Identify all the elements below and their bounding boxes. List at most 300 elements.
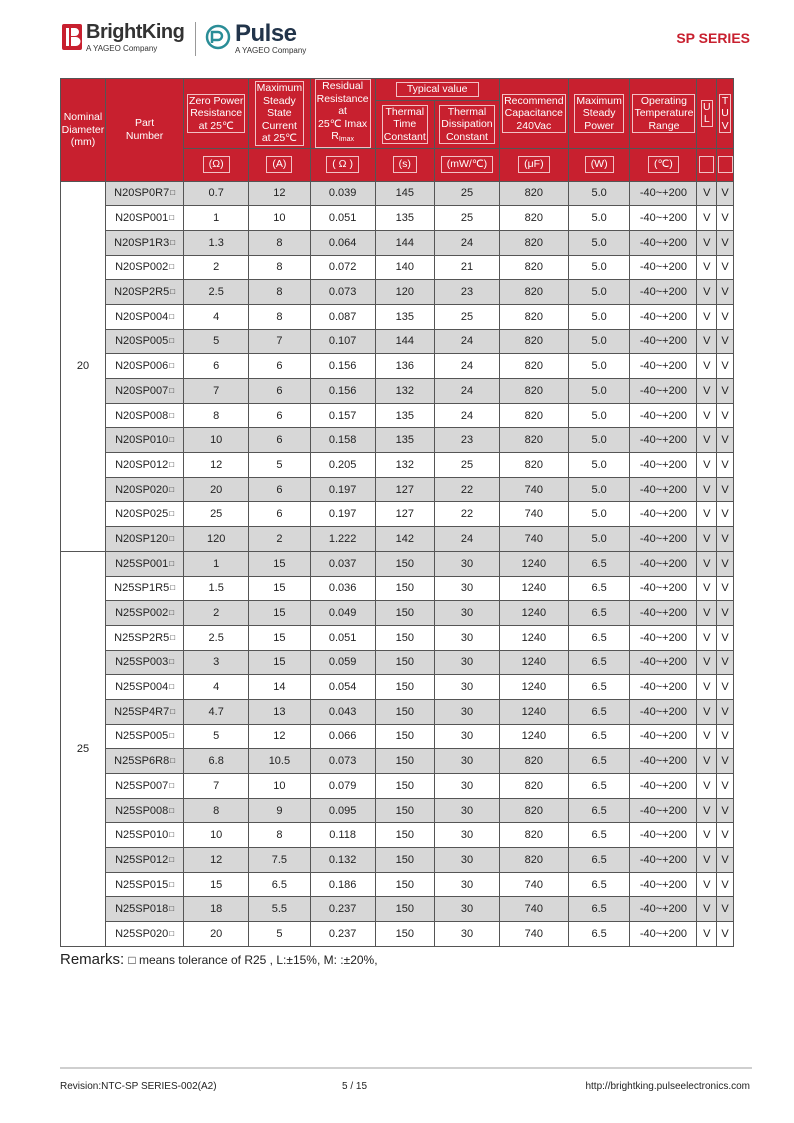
tuv-cell: V: [717, 181, 734, 206]
ul-cell: V: [697, 699, 717, 724]
part-number-cell: [105, 206, 183, 231]
zero-power-resistance-cell: 2.5: [184, 625, 249, 650]
unit-cell: ( Ω ): [310, 148, 375, 181]
part-number-text: N20SP010: [115, 434, 169, 447]
zero-power-resistance-cell: 7: [184, 774, 249, 799]
tuv-cell: V: [717, 922, 734, 947]
residual-resistance-cell: 0.132: [310, 848, 375, 873]
max-current-cell: 14: [249, 675, 311, 700]
unit-cell: (℃): [630, 148, 697, 181]
max-power-cell: 6.5: [568, 897, 630, 922]
table-row: [61, 304, 734, 329]
operating-temp-cell: -40~+200: [630, 848, 697, 873]
header-residual-resistance: Residual Resistance at 25℃ Imax $R_{Imax}$: [310, 79, 375, 149]
thermal-time-cell: 145: [375, 181, 435, 206]
tolerance-symbol: □: [169, 928, 175, 938]
table-row: [61, 477, 734, 502]
max-current-cell: 10: [249, 206, 311, 231]
max-power-cell: 6.5: [568, 576, 630, 601]
tolerance-symbol: □: [169, 830, 175, 840]
max-current-cell: 15: [249, 551, 311, 576]
zero-power-resistance-cell: 20: [184, 922, 249, 947]
part-number-cell: [105, 354, 183, 379]
thermal-time-cell: 150: [375, 848, 435, 873]
capacitance-cell: 820: [499, 403, 568, 428]
part-number-text: N20SP012: [115, 458, 169, 471]
ul-cell: V: [697, 724, 717, 749]
zero-power-resistance-cell: 2.5: [184, 280, 249, 305]
thermal-time-cell: 150: [375, 625, 435, 650]
part-number-text: N20SP002: [115, 261, 169, 274]
zero-power-resistance-cell: 2: [184, 255, 249, 280]
part-number-cell: [105, 428, 183, 453]
zero-power-resistance-cell: 7: [184, 379, 249, 404]
thermal-time-cell: 135: [375, 206, 435, 231]
part-number-text: N20SP007: [115, 384, 169, 397]
table-header-row: [61, 79, 734, 101]
part-number-text: N20SP1R3: [114, 236, 170, 249]
max-current-cell: 6: [249, 477, 311, 502]
max-power-cell: 6.5: [568, 872, 630, 897]
operating-temp-cell: -40~+200: [630, 379, 697, 404]
part-number-cell: [105, 576, 183, 601]
unit-cell: (mW/℃): [435, 148, 500, 181]
table-row: [61, 329, 734, 354]
part-number-text: N20SP001: [115, 212, 169, 225]
thermal-dissipation-cell: 30: [435, 749, 500, 774]
table-row: [61, 403, 734, 428]
thermal-time-cell: 140: [375, 255, 435, 280]
logo-divider: [195, 22, 196, 56]
ul-cell: V: [697, 551, 717, 576]
thermal-time-cell: 150: [375, 576, 435, 601]
residual-resistance-cell: 0.051: [310, 206, 375, 231]
diameter-cell: 20: [61, 181, 106, 551]
remarks-text: □ means tolerance of R25 , L:±15%, M: :±20%,: [128, 953, 378, 967]
residual-resistance-cell: 0.118: [310, 823, 375, 848]
operating-temp-cell: -40~+200: [630, 280, 697, 305]
tolerance-symbol: □: [169, 459, 175, 469]
thermal-dissipation-cell: 25: [435, 304, 500, 329]
zero-power-resistance-cell: 1: [184, 551, 249, 576]
header-thermal-dissipation-constant: Thermal Dissipation Constant: [435, 101, 500, 148]
thermal-time-cell: 150: [375, 749, 435, 774]
ul-cell: V: [697, 206, 717, 231]
operating-temp-cell: -40~+200: [630, 650, 697, 675]
capacitance-cell: 1240: [499, 551, 568, 576]
tuv-cell: V: [717, 502, 734, 527]
max-current-cell: 6: [249, 379, 311, 404]
part-number-text: N25SP015: [115, 878, 169, 891]
ul-cell: V: [697, 181, 717, 206]
tolerance-symbol: □: [169, 385, 175, 395]
tuv-cell: V: [717, 848, 734, 873]
diameter-cell: 25: [61, 551, 106, 946]
thermal-time-cell: 150: [375, 675, 435, 700]
tuv-cell: V: [717, 477, 734, 502]
max-power-cell: 6.5: [568, 798, 630, 823]
part-number-text: N25SP012: [115, 853, 169, 866]
part-number-text: N25SP004: [115, 681, 169, 694]
part-number-cell: [105, 749, 183, 774]
tuv-cell: V: [717, 280, 734, 305]
zero-power-resistance-cell: 12: [184, 453, 249, 478]
capacitance-cell: 820: [499, 230, 568, 255]
max-power-cell: 6.5: [568, 724, 630, 749]
capacitance-cell: 820: [499, 774, 568, 799]
part-number-cell: [105, 774, 183, 799]
max-power-cell: 6.5: [568, 749, 630, 774]
max-power-cell: 5.0: [568, 502, 630, 527]
operating-temp-cell: -40~+200: [630, 403, 697, 428]
max-power-cell: 5.0: [568, 255, 630, 280]
zero-power-resistance-cell: 20: [184, 477, 249, 502]
tolerance-symbol: □: [169, 361, 175, 371]
part-number-cell: [105, 502, 183, 527]
max-power-cell: 6.5: [568, 823, 630, 848]
residual-resistance-cell: 0.072: [310, 255, 375, 280]
max-current-cell: 7.5: [249, 848, 311, 873]
capacitance-cell: 820: [499, 329, 568, 354]
part-number-text: N20SP0R7: [114, 187, 170, 200]
tolerance-symbol: □: [169, 558, 175, 568]
residual-resistance-cell: 1.222: [310, 527, 375, 552]
table-row: [61, 601, 734, 626]
operating-temp-cell: -40~+200: [630, 206, 697, 231]
part-number-text: N20SP004: [115, 310, 169, 323]
zero-power-resistance-cell: 8: [184, 798, 249, 823]
zero-power-resistance-cell: 10: [184, 428, 249, 453]
tuv-cell: V: [717, 749, 734, 774]
tuv-cell: V: [717, 650, 734, 675]
unit-cell: (A): [249, 148, 311, 181]
tolerance-symbol: □: [169, 731, 175, 741]
tuv-cell: V: [717, 428, 734, 453]
tuv-cell: V: [717, 675, 734, 700]
capacitance-cell: 740: [499, 502, 568, 527]
capacitance-cell: 820: [499, 749, 568, 774]
table-row: [61, 551, 734, 576]
table-row: [61, 823, 734, 848]
residual-resistance-cell: 0.059: [310, 650, 375, 675]
operating-temp-cell: -40~+200: [630, 502, 697, 527]
zero-power-resistance-cell: 25: [184, 502, 249, 527]
zero-power-resistance-cell: 5: [184, 329, 249, 354]
thermal-dissipation-cell: 30: [435, 897, 500, 922]
tolerance-symbol: □: [169, 213, 175, 223]
max-power-cell: 6.5: [568, 675, 630, 700]
ul-cell: V: [697, 798, 717, 823]
residual-resistance-cell: 0.237: [310, 897, 375, 922]
operating-temp-cell: -40~+200: [630, 601, 697, 626]
zero-power-resistance-cell: 10: [184, 823, 249, 848]
tolerance-symbol: □: [169, 805, 175, 815]
tolerance-symbol: □: [169, 608, 175, 618]
residual-resistance-cell: 0.039: [310, 181, 375, 206]
zero-power-resistance-cell: 3: [184, 650, 249, 675]
capacitance-cell: 740: [499, 897, 568, 922]
max-power-cell: 6.5: [568, 848, 630, 873]
part-number-text: N25SP2R5: [114, 631, 170, 644]
zero-power-resistance-cell: 4: [184, 304, 249, 329]
part-number-cell: [105, 181, 183, 206]
zero-power-resistance-cell: 1.5: [184, 576, 249, 601]
capacitance-cell: 820: [499, 280, 568, 305]
operating-temp-cell: -40~+200: [630, 576, 697, 601]
tuv-cell: V: [717, 699, 734, 724]
tolerance-symbol: □: [169, 336, 175, 346]
max-power-cell: 5.0: [568, 403, 630, 428]
residual-resistance-cell: 0.158: [310, 428, 375, 453]
capacitance-cell: 820: [499, 181, 568, 206]
ul-cell: V: [697, 354, 717, 379]
max-power-cell: 5.0: [568, 230, 630, 255]
thermal-dissipation-cell: 30: [435, 601, 500, 626]
capacitance-cell: 820: [499, 798, 568, 823]
capacitance-cell: 820: [499, 428, 568, 453]
max-power-cell: 5.0: [568, 206, 630, 231]
max-current-cell: 5: [249, 922, 311, 947]
operating-temp-cell: -40~+200: [630, 922, 697, 947]
operating-temp-cell: -40~+200: [630, 304, 697, 329]
residual-resistance-cell: 0.087: [310, 304, 375, 329]
residual-resistance-cell: 0.186: [310, 872, 375, 897]
part-number-text: N25SP6R8: [114, 755, 170, 768]
residual-resistance-cell: 0.037: [310, 551, 375, 576]
tolerance-symbol: □: [170, 632, 176, 642]
thermal-dissipation-cell: 25: [435, 181, 500, 206]
part-number-text: N20SP2R5: [114, 286, 170, 299]
table-row: [61, 724, 734, 749]
capacitance-cell: 1240: [499, 675, 568, 700]
part-number-text: N20SP120: [115, 532, 169, 545]
capacitance-cell: 1240: [499, 650, 568, 675]
tolerance-symbol: □: [170, 706, 176, 716]
part-number-cell: [105, 798, 183, 823]
thermal-dissipation-cell: 22: [435, 502, 500, 527]
max-current-cell: 6: [249, 428, 311, 453]
ul-cell: V: [697, 230, 717, 255]
table-row: [61, 922, 734, 947]
zero-power-resistance-cell: 18: [184, 897, 249, 922]
part-number-cell: [105, 453, 183, 478]
tuv-cell: V: [717, 798, 734, 823]
tuv-cell: V: [717, 576, 734, 601]
brightking-subtitle: A YAGEO Company: [86, 44, 158, 53]
tolerance-symbol: □: [169, 904, 175, 914]
max-power-cell: 5.0: [568, 527, 630, 552]
ul-cell: V: [697, 280, 717, 305]
thermal-dissipation-cell: 24: [435, 354, 500, 379]
residual-resistance-cell: 0.051: [310, 625, 375, 650]
capacitance-cell: 1240: [499, 699, 568, 724]
pulse-name: Pulse: [235, 20, 297, 47]
max-power-cell: 6.5: [568, 922, 630, 947]
tuv-cell: V: [717, 206, 734, 231]
zero-power-resistance-cell: 1.3: [184, 230, 249, 255]
header-tuv: T U V: [717, 79, 734, 149]
max-current-cell: 6: [249, 354, 311, 379]
tuv-cell: V: [717, 403, 734, 428]
tuv-cell: V: [717, 625, 734, 650]
ul-cell: V: [697, 428, 717, 453]
brightking-mark-icon: [62, 24, 82, 50]
tuv-cell: V: [717, 724, 734, 749]
thermal-dissipation-cell: 30: [435, 872, 500, 897]
tuv-cell: V: [717, 551, 734, 576]
header-recommend-capacitance: Recommend Capacitance 240Vac: [499, 79, 568, 149]
part-number-cell: [105, 527, 183, 552]
max-power-cell: 5.0: [568, 329, 630, 354]
tolerance-symbol: □: [169, 509, 175, 519]
thermal-dissipation-cell: 30: [435, 675, 500, 700]
max-power-cell: 6.5: [568, 551, 630, 576]
tolerance-symbol: □: [169, 533, 175, 543]
brightking-logo: [62, 22, 184, 58]
part-number-cell: [105, 304, 183, 329]
zero-power-resistance-cell: 6: [184, 354, 249, 379]
operating-temp-cell: -40~+200: [630, 453, 697, 478]
ul-cell: V: [697, 625, 717, 650]
max-current-cell: 6: [249, 403, 311, 428]
spec-table: [60, 78, 734, 947]
page-header: [60, 20, 752, 60]
capacitance-cell: 740: [499, 527, 568, 552]
operating-temp-cell: -40~+200: [630, 551, 697, 576]
tolerance-symbol: □: [170, 583, 176, 593]
capacitance-cell: 820: [499, 453, 568, 478]
table-row: [61, 675, 734, 700]
max-current-cell: 8: [249, 304, 311, 329]
part-number-cell: [105, 477, 183, 502]
part-number-cell: [105, 601, 183, 626]
thermal-time-cell: 132: [375, 453, 435, 478]
thermal-dissipation-cell: 24: [435, 379, 500, 404]
operating-temp-cell: -40~+200: [630, 477, 697, 502]
table-row: [61, 774, 734, 799]
part-number-text: N25SP002: [115, 607, 169, 620]
zero-power-resistance-cell: 8: [184, 403, 249, 428]
capacitance-cell: 820: [499, 354, 568, 379]
capacitance-cell: 820: [499, 823, 568, 848]
thermal-time-cell: 135: [375, 428, 435, 453]
tuv-cell: V: [717, 354, 734, 379]
part-number-text: N20SP005: [115, 335, 169, 348]
thermal-time-cell: 142: [375, 527, 435, 552]
thermal-time-cell: 127: [375, 502, 435, 527]
residual-resistance-cell: 0.036: [310, 576, 375, 601]
thermal-dissipation-cell: 30: [435, 699, 500, 724]
max-current-cell: 15: [249, 650, 311, 675]
residual-resistance-cell: 0.156: [310, 379, 375, 404]
header-ul: U L: [697, 79, 717, 149]
part-number-cell: [105, 724, 183, 749]
max-current-cell: 2: [249, 527, 311, 552]
thermal-time-cell: 144: [375, 230, 435, 255]
header-part-number: Part Number: [105, 79, 183, 182]
footer-url: http://brightking.pulseelectronics.com: [585, 1081, 750, 1092]
thermal-time-cell: 136: [375, 354, 435, 379]
unit-cell: (W): [568, 148, 630, 181]
capacitance-cell: 820: [499, 848, 568, 873]
operating-temp-cell: -40~+200: [630, 329, 697, 354]
table-row: [61, 354, 734, 379]
ul-cell: V: [697, 675, 717, 700]
residual-resistance-cell: 0.157: [310, 403, 375, 428]
operating-temp-cell: -40~+200: [630, 872, 697, 897]
tuv-cell: V: [717, 601, 734, 626]
max-current-cell: 12: [249, 724, 311, 749]
table-row: [61, 749, 734, 774]
header-thermal-time-constant: Thermal Time Constant: [375, 101, 435, 148]
residual-resistance-cell: 0.205: [310, 453, 375, 478]
unit-cell-empty: [697, 148, 717, 181]
residual-resistance-cell: 0.064: [310, 230, 375, 255]
table-row: [61, 798, 734, 823]
part-number-text: N20SP025: [115, 508, 169, 521]
unit-cell: (s): [375, 148, 435, 181]
thermal-dissipation-cell: 30: [435, 823, 500, 848]
part-number-cell: [105, 897, 183, 922]
thermal-dissipation-cell: 24: [435, 527, 500, 552]
zero-power-resistance-cell: 5: [184, 724, 249, 749]
part-number-cell: [105, 329, 183, 354]
zero-power-resistance-cell: 120: [184, 527, 249, 552]
capacitance-cell: 740: [499, 922, 568, 947]
part-number-text: N25SP010: [115, 829, 169, 842]
page-number: 5 / 15: [342, 1081, 368, 1092]
max-power-cell: 6.5: [568, 650, 630, 675]
tuv-cell: V: [717, 379, 734, 404]
tuv-cell: V: [717, 329, 734, 354]
tolerance-symbol: □: [169, 484, 175, 494]
residual-resistance-cell: 0.095: [310, 798, 375, 823]
part-number-cell: [105, 650, 183, 675]
max-power-cell: 5.0: [568, 304, 630, 329]
max-current-cell: 6.5: [249, 872, 311, 897]
part-number-text: N20SP020: [115, 483, 169, 496]
operating-temp-cell: -40~+200: [630, 699, 697, 724]
part-number-cell: [105, 675, 183, 700]
ul-cell: V: [697, 650, 717, 675]
ul-cell: V: [697, 403, 717, 428]
table-row: [61, 280, 734, 305]
part-number-text: N25SP008: [115, 804, 169, 817]
table-row: [61, 502, 734, 527]
pulse-logo: [205, 22, 306, 55]
operating-temp-cell: -40~+200: [630, 354, 697, 379]
tolerance-symbol: □: [169, 657, 175, 667]
table-row: [61, 255, 734, 280]
max-power-cell: 6.5: [568, 601, 630, 626]
tolerance-symbol: □: [169, 879, 175, 889]
ul-cell: V: [697, 601, 717, 626]
tolerance-symbol: □: [169, 262, 175, 272]
thermal-dissipation-cell: 24: [435, 329, 500, 354]
tolerance-symbol: □: [169, 311, 175, 321]
operating-temp-cell: -40~+200: [630, 527, 697, 552]
ul-cell: V: [697, 774, 717, 799]
tuv-cell: V: [717, 255, 734, 280]
thermal-time-cell: 127: [375, 477, 435, 502]
ul-cell: V: [697, 823, 717, 848]
table-row: [61, 379, 734, 404]
max-current-cell: 15: [249, 625, 311, 650]
thermal-dissipation-cell: 21: [435, 255, 500, 280]
table-row: [61, 576, 734, 601]
residual-resistance-cell: 0.073: [310, 749, 375, 774]
max-power-cell: 5.0: [568, 181, 630, 206]
